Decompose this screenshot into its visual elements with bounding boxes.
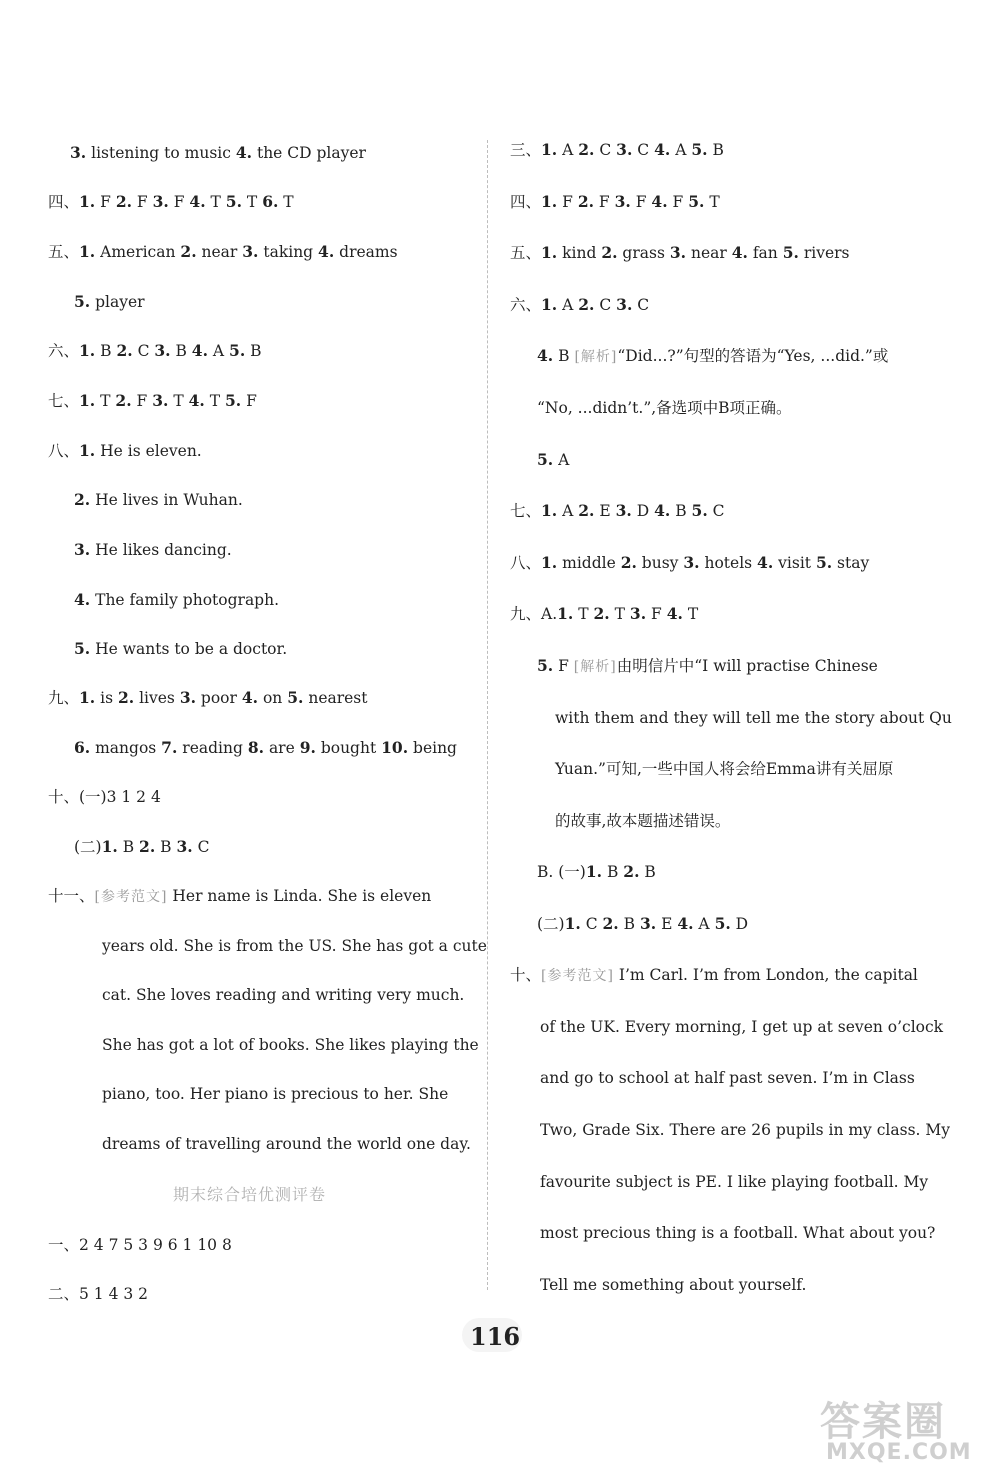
explanation-tag: [解析]	[574, 349, 618, 365]
essay-line: and go to school at half past seven. I’m in Class	[540, 1069, 915, 1087]
section-9a-answer-5: 5. F [解析]由明信片中“I will practise Chinese	[537, 656, 878, 675]
essay-line: years old. She is from the US. She has got a cute	[102, 937, 487, 955]
essay-line: Tell me something about yourself.	[540, 1276, 807, 1294]
section-6-answer-5: 5. A	[537, 450, 570, 469]
final-exam-title: 期末综合培优测评卷	[173, 1185, 327, 1204]
section-8-answer-3: 3. He likes dancing.	[74, 540, 232, 559]
explanation-line: “No, ...didn’t.”,备选项中B项正确。	[537, 399, 792, 417]
section-8-answers: 八、1. middle 2. busy 3. hotels 4. visit 5. stay	[510, 553, 870, 572]
page-number: 116	[470, 1322, 521, 1351]
section-9b-part-1: B. (一)1. B 2. B	[537, 862, 656, 881]
essay-line: dreams of travelling around the world one day.	[102, 1135, 471, 1153]
reference-essay-tag: [参考范文]	[94, 889, 168, 905]
essay-line: of the UK. Every morning, I get up at seven o’clock	[540, 1018, 944, 1036]
explanation-line: Yuan.”可知,一些中国人将会给Emma讲有关屈原	[555, 760, 894, 778]
watermark-url: MXQE.COM	[826, 1440, 972, 1465]
section-10-essay-line-1: 十、[参考范文] I’m Carl. I’m from London, the capital	[510, 966, 918, 984]
section-5-answers: 五、1. American 2. near 3. taking 4. dreams	[48, 242, 398, 261]
section-6-answers: 六、1. A 2. C 3. C	[510, 295, 650, 314]
answer-line: 3. listening to music 4. the CD player	[70, 143, 366, 162]
section-8-answer-4: 4. The family photograph.	[74, 590, 280, 609]
essay-line: Two, Grade Six. There are 26 pupils in my class. My	[540, 1121, 951, 1139]
essay-line: cat. She loves reading and writing very much.	[102, 986, 465, 1004]
column-divider	[487, 140, 488, 1290]
section-3-answers: 三、1. A 2. C 3. C 4. A 5. B	[510, 140, 724, 159]
section-6-answers: 六、1. B 2. C 3. B 4. A 5. B	[48, 341, 262, 360]
explanation-line: 的故事,故本题描述错误。	[555, 812, 731, 830]
reference-essay-tag: [参考范文]	[541, 968, 614, 984]
watermark-logo	[820, 1390, 995, 1470]
section-10-part-2: (二)1. B 2. B 3. C	[74, 837, 210, 856]
explanation-line: with them and they will tell me the story about Qu	[555, 709, 952, 727]
section-6-answer-4: 4. B [解析]“Did...?”句型的答语为“Yes, ...did.”或	[537, 346, 889, 365]
section-9-answers-cont: 6. mangos 7. reading 8. are 9. bought 10. being	[74, 738, 457, 757]
section-8-answer-5: 5. He wants to be a doctor.	[74, 639, 288, 658]
essay-line: most precious thing is a football. What about you?	[540, 1224, 936, 1242]
section-7-answers: 七、1. T 2. F 3. T 4. T 5. F	[48, 391, 257, 410]
section-5-answers: 五、1. kind 2. grass 3. near 4. fan 5. rivers	[510, 243, 850, 262]
section-11-essay-line-1: 十一、[参考范文] Her name is Linda. She is eleven	[48, 887, 432, 905]
essay-line: piano, too. Her piano is precious to her. She	[102, 1085, 449, 1103]
essay-line: She has got a lot of books. She likes playing the	[102, 1036, 479, 1054]
section-9-answers: 九、1. is 2. lives 3. poor 4. on 5. nearest	[48, 688, 368, 707]
section-9a-answers: 九、A.1. T 2. T 3. F 4. T	[510, 604, 699, 623]
section-5-answers-cont: 5. player	[74, 292, 145, 311]
final-section-2: 二、5 1 4 3 2	[48, 1285, 149, 1303]
section-8-answer-1: 八、1. He is eleven.	[48, 441, 202, 460]
section-10-part-1: 十、(一)3 1 2 4	[48, 788, 161, 806]
watermark-text: 答案圈	[820, 1399, 946, 1445]
final-section-1: 一、2 4 7 5 3 9 6 1 10 8	[48, 1236, 232, 1254]
section-4-answers: 四、1. F 2. F 3. F 4. F 5. T	[510, 192, 720, 211]
essay-line: favourite subject is PE. I like playing football. My	[540, 1173, 929, 1191]
section-9b-part-2: (二)1. C 2. B 3. E 4. A 5. D	[537, 914, 749, 933]
explanation-tag: [解析]	[573, 659, 617, 675]
section-4-answers: 四、1. F 2. F 3. F 4. T 5. T 6. T	[48, 192, 294, 211]
section-7-answers: 七、1. A 2. E 3. D 4. B 5. C	[510, 501, 725, 520]
section-8-answer-2: 2. He lives in Wuhan.	[74, 490, 243, 509]
